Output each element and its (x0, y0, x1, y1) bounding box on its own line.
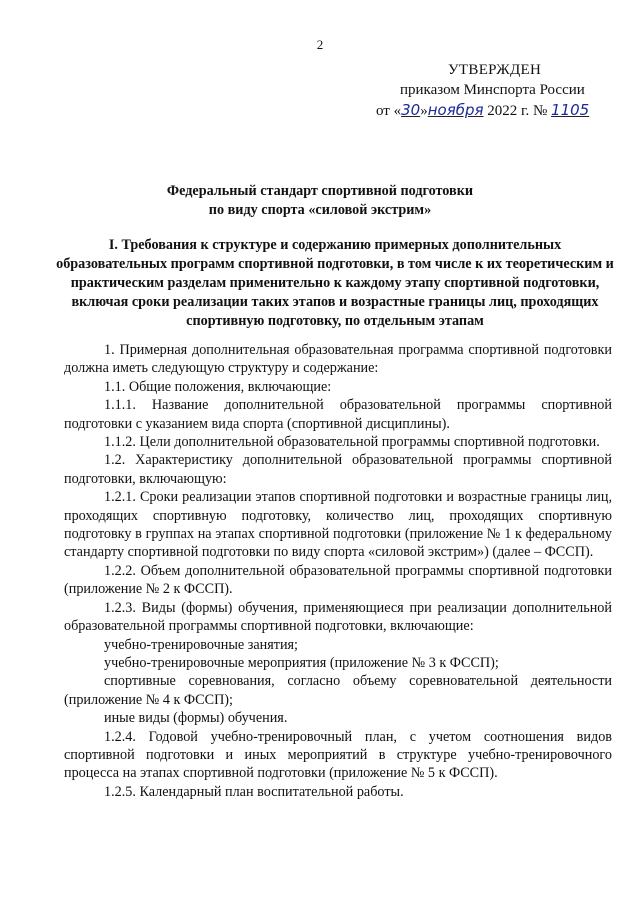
list-item-competitions: спортивные соревнования, согласно объему соревновательной деятельности (приложение № 4 к ФССП); (64, 673, 612, 708)
handwritten-number: 1105 (551, 101, 590, 119)
approval-date-line (360, 100, 620, 121)
date-prefix: от « (376, 103, 402, 119)
paragraph-1-1: 1.1. Общие положения, включающие: (104, 378, 332, 395)
paragraph-1-1-2: 1.1.2. Цели дополнительной образовательной программы спортивной подготовки. (104, 434, 600, 451)
paragraph-1-2: 1.2. Характеристику дополнительной образовательной программы спортивной подготовки, включающую: (64, 452, 612, 487)
approval-heading: УТВЕРЖДЕН (448, 62, 542, 78)
document-title (0, 182, 640, 220)
paragraph-1-2-5: 1.2.5. Календарный план воспитательной работы. (104, 783, 404, 800)
approval-block (360, 60, 620, 121)
paragraph-1-2-1: 1.2.1. Сроки реализации этапов спортивной подготовки и возрастные границы лиц, проходящих спортивную подготовку, количество лиц, проходящих спортивную подготовку в группах на этапах спортивной подготовки (приложение № 1 к федеральному стандарту спортивной подготовки по виду спорта «силовой экстрим») (далее – ФССП). (64, 489, 612, 561)
paragraph-1-2-3: 1.2.3. Виды (формы) обучения, применяющиеся при реализации дополнительной образовательной программы спортивной подготовки, включающие: (64, 599, 612, 635)
paragraph-1-2-4: 1.2.4. Годовой учебно-тренировочный план, с учетом соотношения видов спортивной подготовки и иных мероприятий в структуре учебно-тренировочного процесса на этапах спортивной подготовки (приложение № 5 к ФССП). (64, 728, 612, 782)
date-year: 2022 г. № (483, 103, 552, 119)
list-item-training-events: учебно-тренировочные мероприятия (приложение № 3 к ФССП); (104, 654, 499, 671)
date-mid: » (420, 103, 428, 119)
paragraph-1: 1. Примерная дополнительная образовательная программа спортивной подготовки должна иметь следующую структуру и содержание: (64, 342, 612, 377)
title-line-2: по виду спорта «силовой экстрим» (208, 202, 432, 218)
title-line-1: Федеральный стандарт спортивной подготовки (166, 183, 474, 199)
list-item-other-forms: иные виды (формы) обучения. (104, 710, 288, 727)
list-item-training-sessions: учебно-тренировочные занятия; (104, 636, 299, 653)
paragraph-1-2-2: 1.2.2. Объем дополнительной образовательной программы спортивной подготовки (приложение № 2 к ФССП). (64, 562, 612, 598)
handwritten-month: ноября (427, 101, 484, 119)
approval-order-line: приказом Минспорта России (400, 82, 585, 98)
page-number: 2 (316, 37, 324, 52)
paragraph-1-1-1: 1.1.1. Название дополнительной образовательной программы спортивной подготовки с указанием вида спорта (спортивной дисциплины). (64, 397, 612, 432)
section-heading: I. Требования к структуре и содержанию примерных дополнительных образовательных программ спортивной подготовки, в том числе к их теоретическим и практическим разделам применительно к каждому этапу спортивной подготовки, включая сроки реализации таких этапов и возрастные границы лиц, проходящих спортивную подготовку, по отдельным этапам (56, 237, 614, 329)
handwritten-day: 30 (401, 101, 421, 119)
document-body (64, 341, 612, 801)
